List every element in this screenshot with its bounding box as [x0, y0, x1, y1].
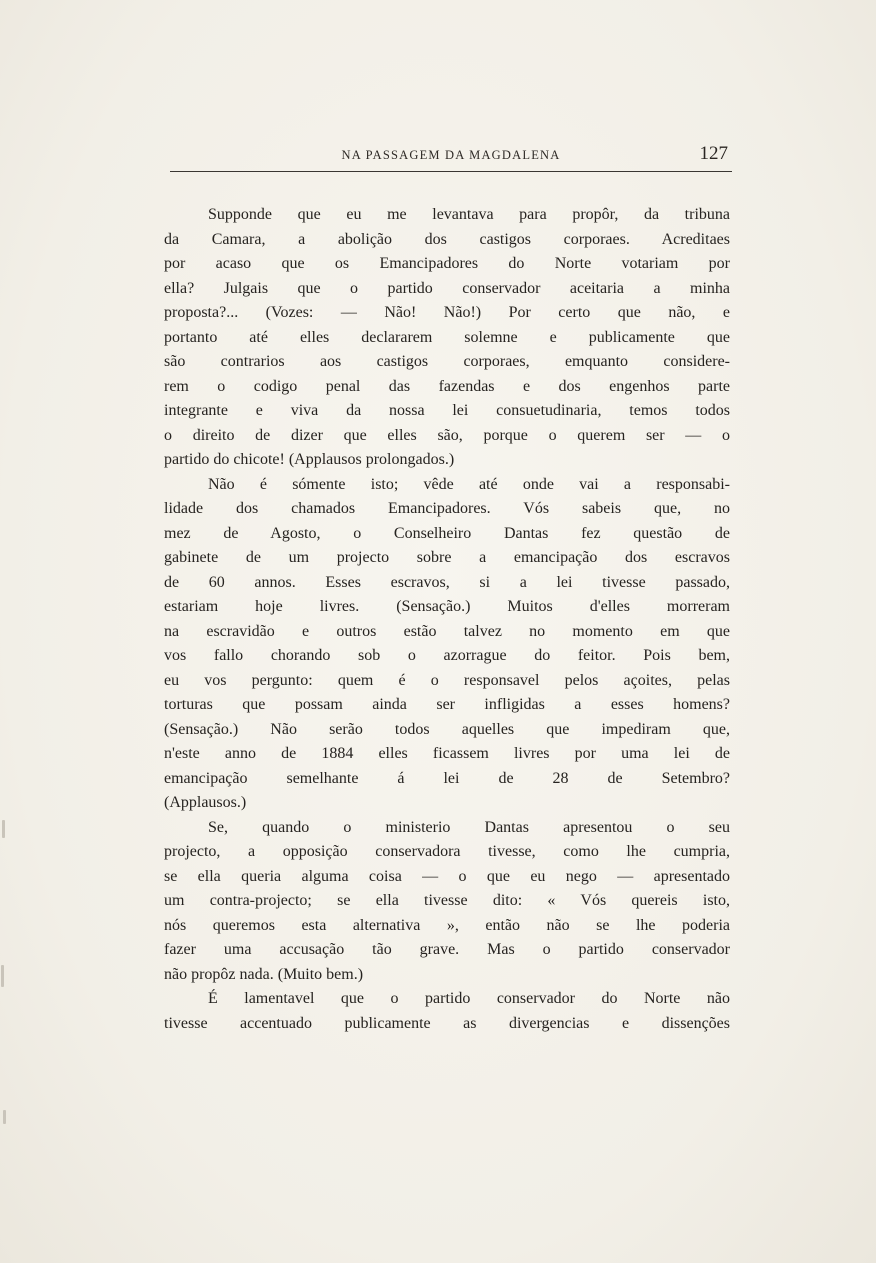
- scan-edge-mark: [2, 820, 5, 838]
- page-number: 127: [699, 143, 728, 164]
- body-text: [164, 206, 730, 1039]
- text-line: torturas que possam ainda ser infligidas a esses homens?: [164, 696, 730, 713]
- text-line: projecto, a opposição conservadora tivesse, como lhe cumpria,: [164, 843, 730, 860]
- running-title: NA PASSAGEM DA MAGDALENA: [341, 148, 561, 162]
- text-line: proposta?... (Vozes: — Não! Não!) Por certo que não, e: [164, 304, 730, 321]
- text-line: o direito de dizer que elles são, porque o querem ser — o: [164, 426, 730, 444]
- text-line: partido do chicote! (Applausos prolongados.): [164, 451, 455, 468]
- text-line: não propôz nada. (Muito bem.): [164, 965, 364, 983]
- text-line: estariam hoje livres. (Sensação.) Muitos d'elles morreram: [164, 598, 730, 615]
- text-line: (Applausos.): [164, 794, 247, 811]
- text-line: emancipação semelhante á lei de 28 de Setembro?: [164, 769, 730, 787]
- scan-edge-mark: [3, 1110, 6, 1124]
- text-line: tivesse accentuado publicamente as divergencias e dissenções: [164, 1014, 730, 1032]
- text-line: nós queremos esta alternativa », então não se lhe poderia: [164, 916, 730, 934]
- text-line: rem o codigo penal das fazendas e dos engenhos parte: [164, 377, 730, 395]
- text-line: portanto até elles declararem solemne e publicamente que: [164, 328, 730, 346]
- text-line: gabinete de um projecto sobre a emancipação dos escravos: [164, 549, 730, 566]
- text-line: na escravidão e outros estão talvez no momento em que: [164, 622, 730, 640]
- scan-edge-mark: [1, 965, 4, 987]
- text-line: fazer uma accusação tão grave. Mas o partido conservador: [164, 941, 730, 958]
- text-line: são contrarios aos castigos corporaes, emquanto considere-: [164, 353, 730, 370]
- text-line: n'este anno de 1884 elles ficassem livres por uma lei de: [164, 745, 730, 762]
- text-line: É lamentavel que o partido conservador do Norte não: [208, 990, 730, 1007]
- text-line: lidade dos chamados Emancipadores. Vós sabeis que, no: [164, 500, 730, 517]
- text-line: Supponde que eu me levantava para propôr, da tribuna: [208, 206, 730, 223]
- text-line: vos fallo chorando sob o azorrague do feitor. Pois bem,: [164, 647, 730, 664]
- text-line: Não é sómente isto; vêde até onde vai a responsabi-: [208, 475, 730, 493]
- text-line: se ella queria alguma coisa — o que eu nego — apresentado: [164, 867, 730, 885]
- text-line: ella? Julgais que o partido conservador aceitaria a minha: [164, 279, 730, 297]
- text-line: (Sensação.) Não serão todos aquelles que impediram que,: [164, 720, 730, 738]
- text-line: por acaso que os Emancipadores do Norte votariam por: [164, 255, 730, 272]
- text-line: integrante e viva da nossa lei consuetudinaria, temos todos: [164, 402, 730, 419]
- text-line: da Camara, a abolição dos castigos corporaes. Acreditaes: [164, 230, 730, 248]
- text-line: um contra-projecto; se ella tivesse dito: « Vós quereis isto,: [164, 892, 730, 909]
- text-line: eu vos pergunto: quem é o responsavel pelos açoites, pelas: [164, 671, 730, 689]
- text-line: Se, quando o ministerio Dantas apresentou o seu: [208, 818, 730, 836]
- running-header: [170, 141, 732, 172]
- text-line: mez de Agosto, o Conselheiro Dantas fez questão de: [164, 524, 730, 542]
- text-line: de 60 annos. Esses escravos, si a lei tivesse passado,: [164, 573, 730, 591]
